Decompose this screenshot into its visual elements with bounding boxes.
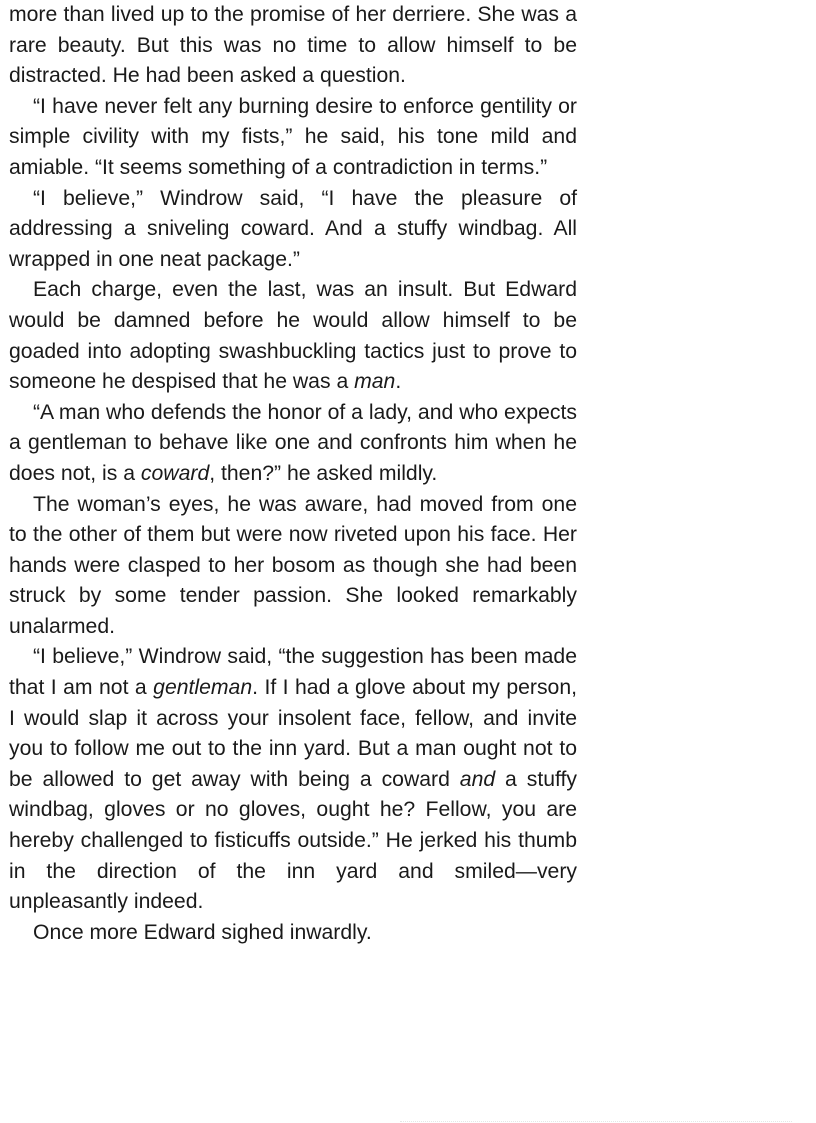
paragraph-7 <box>9 642 577 917</box>
paragraph-text: . <box>395 370 402 394</box>
page-bottom-rule <box>400 1121 792 1122</box>
paragraph-2 <box>9 92 577 184</box>
paragraph-3 <box>9 184 577 276</box>
paragraph-text: . If I had a glove about my person, I would slap it across your insolent face, fellow, and invite you to follow me out to the inn yard. But a man ought not to be allowed to get away with being a coward <box>9 676 577 791</box>
paragraph-1 <box>9 0 577 92</box>
paragraph-text: “I believe,” Windrow said, “I have the pleasure of addressing a sniveling coward. And a stuffy windbag. All wrapped in one neat package.” <box>9 186 577 271</box>
book-page-text <box>9 0 577 948</box>
paragraph-text: The woman’s eyes, he was aware, had moved from one to the other of them but were now riveted upon his face. Her hands were clasped to her bosom as though she had been struck by some tender passion. She looked remarkably unalarmed. <box>9 492 577 638</box>
italic-emphasis: man <box>354 370 396 394</box>
italic-emphasis: gentleman <box>153 676 253 700</box>
paragraph-text: a stuffy windbag, gloves or no gloves, ought he? Fellow, you are hereby challenged to fisticuffs outside.” He jerked his thumb in the direction of the inn yard and smiled—very unpleasantly indeed. <box>9 767 577 914</box>
paragraph-4 <box>9 275 577 397</box>
paragraph-text: “A man who defends the honor of a lady, and who expects a gentleman to behave like one and confronts him when he does not, is a <box>9 400 577 485</box>
paragraph-text: more than lived up to the promise of her derriere. She was a rare beauty. But this was no time to allow himself to be distracted. He had been asked a question. <box>9 3 577 88</box>
paragraph-8 <box>9 918 577 949</box>
paragraph-5 <box>9 398 577 490</box>
italic-emphasis: coward <box>140 461 210 485</box>
paragraph-text: “I have never felt any burning desire to enforce gentility or simple civility with my fists,” he said, his tone mild and amiable. “It seems something of a contradiction in terms.” <box>9 94 577 179</box>
paragraph-text: Once more Edward sighed inwardly. <box>33 920 372 944</box>
italic-emphasis: and <box>459 767 496 791</box>
paragraph-text: “I believe,” Windrow said, “the suggestion has been made that I am not a <box>9 645 577 700</box>
paragraph-text: Each charge, even the last, was an insult. But Edward would be damned before he would allow himself to be goaded into adopting swashbuckling tactics just to prove to someone he despised that he was a <box>9 278 577 394</box>
paragraph-text: , then?” he asked mildly. <box>209 461 438 485</box>
paragraph-6 <box>9 490 577 643</box>
